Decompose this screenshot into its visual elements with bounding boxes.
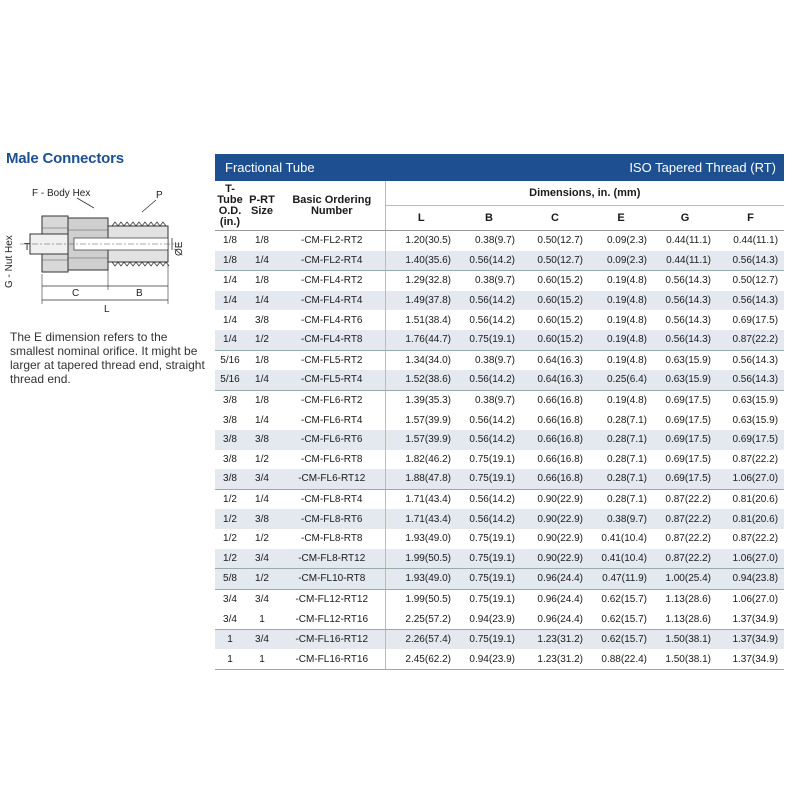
- table-cell: 0.90(22.9): [537, 533, 583, 545]
- p-leader: [142, 200, 156, 212]
- table-cell: 0.09(2.3): [606, 235, 647, 247]
- table-cell: 1/8: [215, 251, 245, 271]
- table-cell: 0.28(7.1): [606, 494, 647, 506]
- table-row: [215, 649, 784, 669]
- table-cell: 3/8: [223, 414, 237, 426]
- table-row: [215, 469, 784, 489]
- table-row: [215, 549, 784, 569]
- table-cell: 3/8: [215, 469, 245, 489]
- table-cell: 1.13(28.6): [665, 593, 711, 605]
- table-cell: 0.81(20.6): [732, 494, 779, 506]
- nut-hex-label: G - Nut Hex: [4, 235, 15, 288]
- table-cell: -CM-FL8-RT12: [279, 549, 385, 569]
- table-cell: 1: [245, 609, 279, 629]
- table-cell: 0.69(17.5): [653, 469, 717, 489]
- table-cell: 1/2: [255, 453, 269, 465]
- t-label: T: [24, 242, 31, 253]
- table-cell: 1/2: [245, 330, 279, 350]
- table-cell: 2.26(57.4): [385, 629, 457, 649]
- table-cell: 0.87(22.2): [653, 509, 717, 529]
- table-cell: 1/2: [223, 494, 237, 506]
- table-cell: 0.64(16.3): [521, 370, 589, 390]
- table-cell: 0.19(4.8): [606, 275, 647, 287]
- table-cell: 1/4: [215, 330, 245, 350]
- table-cell: 0.66(16.8): [521, 430, 589, 450]
- table-cell: 1.93(49.0): [385, 529, 457, 549]
- table-cell: 0.94(23.9): [457, 609, 521, 629]
- table-cell: 0.38(9.7): [474, 354, 515, 366]
- table-cell: 0.63(15.9): [732, 395, 779, 407]
- table-cell: 2.25(57.2): [385, 609, 457, 629]
- table-row: [215, 509, 784, 529]
- table-cell: 1: [245, 649, 279, 669]
- table-cell: 3/8: [245, 430, 279, 450]
- table-cell: 1.71(43.4): [385, 489, 457, 509]
- table-cell: 0.41(10.4): [601, 533, 647, 545]
- table-cell: -CM-FL5-RT2: [301, 354, 363, 366]
- table-cell: 0.63(15.9): [732, 414, 779, 426]
- table-cell: 0.81(20.6): [717, 509, 784, 529]
- l-label: L: [104, 304, 110, 315]
- table-cell: 0.56(14.3): [717, 291, 784, 311]
- table-row: [215, 370, 784, 390]
- table-cell: 0.87(22.2): [665, 533, 711, 545]
- table-cell: 0.56(14.2): [457, 430, 521, 450]
- e-label: ØE: [174, 241, 185, 256]
- table-row: [215, 450, 784, 470]
- table-cell: 0.56(14.3): [653, 291, 717, 311]
- table-cell: 3/4: [223, 593, 237, 605]
- dim-header-g: G: [653, 206, 717, 231]
- table-cell: 1/4: [223, 314, 237, 326]
- table-cell: 1/4: [255, 494, 269, 506]
- table-cell: 0.19(4.8): [606, 395, 647, 407]
- table-cell: 0.09(2.3): [589, 251, 653, 271]
- table-cell: -CM-FL6-RT12: [279, 469, 385, 489]
- table-cell: 1.88(47.8): [385, 469, 457, 489]
- table-row: [215, 231, 784, 251]
- table-cell: 1.13(28.6): [653, 609, 717, 629]
- table-cell: 1/4: [215, 291, 245, 311]
- table-cell: 0.75(19.1): [469, 593, 515, 605]
- table-row: [215, 330, 784, 350]
- b-label: B: [136, 288, 143, 299]
- table-row: [215, 569, 784, 590]
- table-cell: -CM-FL4-RT8: [279, 330, 385, 350]
- table-cell: 3/8: [223, 453, 237, 465]
- dim-header-l: L: [385, 206, 457, 231]
- table-row: [215, 629, 784, 649]
- table-cell: 1/4: [255, 414, 269, 426]
- table-cell: 0.69(17.5): [665, 453, 711, 465]
- connector-drawing: [2, 178, 200, 318]
- table-cell: 0.66(16.8): [537, 453, 583, 465]
- table-cell: 0.63(15.9): [665, 354, 711, 366]
- body-hex-label: F - Body Hex: [32, 188, 91, 199]
- table-cell: 1/4: [223, 275, 237, 287]
- table-cell: 0.75(19.1): [469, 533, 515, 545]
- table-cell: 0.38(9.7): [474, 395, 515, 407]
- table-cell: -CM-FL16-RT12: [279, 629, 385, 649]
- table-cell: 1/2: [245, 569, 279, 590]
- table-cell: 0.56(14.2): [469, 414, 515, 426]
- table-cell: 0.56(14.2): [457, 251, 521, 271]
- table-cell: 0.56(14.2): [457, 291, 521, 311]
- table-cell: 0.66(16.8): [537, 414, 583, 426]
- table-cell: -CM-FL6-RT6: [279, 430, 385, 450]
- table-cell: 1.06(27.0): [732, 593, 779, 605]
- table-cell: 0.44(11.1): [666, 235, 711, 247]
- table-row: [215, 529, 784, 549]
- table-cell: 0.56(14.3): [717, 370, 784, 390]
- table-cell: 1: [215, 629, 245, 649]
- table-cell: 0.69(17.5): [717, 430, 784, 450]
- table-cell: 0.64(16.3): [537, 354, 583, 366]
- table-cell: 3/4: [215, 609, 245, 629]
- table-cell: 0.90(22.9): [521, 549, 589, 569]
- table-cell: 1/8: [255, 395, 269, 407]
- dim-header-e: E: [589, 206, 653, 231]
- table-cell: 5/8: [215, 569, 245, 590]
- table-cell: 0.60(15.2): [537, 275, 583, 287]
- table-cell: 0.96(24.4): [521, 569, 589, 590]
- table-cell: 0.28(7.1): [589, 469, 653, 489]
- table-cell: 0.94(23.9): [457, 649, 521, 669]
- table-cell: 3/4: [245, 469, 279, 489]
- table-cell: 1.23(31.2): [521, 629, 589, 649]
- table-cell: 0.60(15.2): [521, 291, 589, 311]
- table-row: [215, 390, 784, 410]
- table-cell: -CM-FL4-RT2: [301, 275, 363, 287]
- table-cell: 0.28(7.1): [606, 453, 647, 465]
- table-cell: 1.50(38.1): [653, 649, 717, 669]
- table-row: [215, 310, 784, 330]
- table-cell: -CM-FL2-RT2: [301, 235, 363, 247]
- table-cell: 1.39(35.3): [385, 390, 457, 410]
- col-prt-header: P-RT Size: [245, 181, 279, 231]
- table-row: [215, 589, 784, 609]
- table-cell: 0.63(15.9): [653, 370, 717, 390]
- table-cell: 1/8: [255, 354, 269, 366]
- table-cell: 0.75(19.1): [457, 549, 521, 569]
- table-cell: 1.37(34.9): [717, 629, 784, 649]
- table-cell: -CM-FL8-RT6: [279, 509, 385, 529]
- table-cell: -CM-FL6-RT2: [301, 395, 363, 407]
- table-cell: 1.49(37.8): [385, 291, 457, 311]
- table-cell: 3/8: [255, 314, 269, 326]
- table-body: [215, 231, 784, 670]
- table-cell: 3/4: [245, 629, 279, 649]
- table-cell: -CM-FL4-RT4: [279, 291, 385, 311]
- dimensions-table: [215, 154, 784, 670]
- table-cell: 1.71(43.4): [385, 509, 457, 529]
- table-cell: 0.56(14.3): [665, 275, 711, 287]
- table-cell: 0.56(14.3): [665, 314, 711, 326]
- table-row: [215, 410, 784, 430]
- orifice-note: The E dimension refers to the smallest nominal orifice. It might be larger at tapered thread end, straight thread end.: [10, 330, 205, 386]
- table-cell: -CM-FL10-RT8: [279, 569, 385, 590]
- table-cell: 0.25(6.4): [589, 370, 653, 390]
- table-cell: 0.19(4.8): [589, 330, 653, 350]
- table-cell: 0.90(22.9): [537, 494, 583, 506]
- table-cell: 3/8: [223, 395, 237, 407]
- table-cell: 1.06(27.0): [717, 469, 784, 489]
- table-cell: -CM-FL16-RT16: [279, 649, 385, 669]
- col-tube-header: T-Tube O.D. (in.): [215, 181, 245, 231]
- table-cell: 1.99(50.5): [385, 589, 457, 609]
- table-cell: 0.47(11.9): [589, 569, 653, 590]
- banner-right: ISO Tapered Thread (RT): [629, 160, 776, 175]
- dim-header-c: C: [521, 206, 589, 231]
- table-cell: 0.44(11.1): [733, 235, 779, 247]
- p-label: P: [156, 190, 163, 201]
- table-cell: 1.52(38.6): [385, 370, 457, 390]
- table-cell: 1/2: [215, 549, 245, 569]
- table-cell: 1.76(44.7): [385, 330, 457, 350]
- table-cell: 1: [215, 649, 245, 669]
- table-cell: -CM-FL5-RT4: [279, 370, 385, 390]
- table-cell: 1.99(50.5): [385, 549, 457, 569]
- table-cell: 1/4: [245, 291, 279, 311]
- table-cell: 1.34(34.0): [385, 350, 457, 370]
- table-cell: 0.56(14.2): [457, 509, 521, 529]
- table-cell: 1.50(38.1): [653, 629, 717, 649]
- table-cell: 1/2: [255, 533, 269, 545]
- table-cell: 0.38(9.7): [474, 235, 515, 247]
- table-cell: 0.87(22.2): [717, 330, 784, 350]
- col-order-header: Basic Ordering Number: [279, 181, 385, 231]
- table-cell: 0.75(19.1): [457, 629, 521, 649]
- table-cell: 1.40(35.6): [385, 251, 457, 271]
- table-cell: 0.19(4.8): [606, 354, 647, 366]
- table-cell: 0.62(15.7): [589, 609, 653, 629]
- table-cell: 0.69(17.5): [665, 395, 711, 407]
- table-cell: 1/8: [255, 235, 269, 247]
- table-cell: 0.66(16.8): [537, 395, 583, 407]
- table-cell: 0.87(22.2): [665, 494, 711, 506]
- table-cell: 1.29(32.8): [385, 271, 457, 291]
- table-cell: 1/8: [223, 235, 237, 247]
- table-cell: 0.60(15.2): [537, 314, 583, 326]
- table-cell: 0.90(22.9): [521, 509, 589, 529]
- table-row: [215, 291, 784, 311]
- dim-header-b: B: [457, 206, 521, 231]
- table-cell: 1/4: [245, 370, 279, 390]
- table-cell: -CM-FL8-RT8: [301, 533, 363, 545]
- table-cell: 0.38(9.7): [589, 509, 653, 529]
- table-cell: -CM-FL2-RT4: [279, 251, 385, 271]
- table-cell: 0.75(19.1): [469, 453, 515, 465]
- table-cell: 0.87(22.2): [732, 453, 779, 465]
- table-cell: 0.75(19.1): [457, 330, 521, 350]
- table-cell: 0.69(17.5): [732, 314, 779, 326]
- table-cell: 0.56(14.3): [717, 251, 784, 271]
- table-cell: 0.19(4.8): [606, 314, 647, 326]
- table-cell: 0.28(7.1): [589, 430, 653, 450]
- table-cell: 1.37(34.9): [717, 649, 784, 669]
- table-cell: 0.44(11.1): [653, 251, 717, 271]
- table-cell: 0.75(19.1): [457, 569, 521, 590]
- table-cell: 1/2: [223, 533, 237, 545]
- table-cell: 3/4: [245, 549, 279, 569]
- body-hex-leader: [77, 198, 94, 208]
- table-cell: 0.94(23.8): [717, 569, 784, 590]
- table-cell: -CM-FL6-RT4: [301, 414, 363, 426]
- table-cell: 1/8: [255, 275, 269, 287]
- table-cell: 2.45(62.2): [385, 649, 457, 669]
- table-cell: 0.50(12.7): [537, 235, 583, 247]
- table-row: [215, 251, 784, 271]
- table-cell: 0.60(15.2): [521, 330, 589, 350]
- table-cell: 0.50(12.7): [521, 251, 589, 271]
- table-cell: 1.82(46.2): [385, 450, 457, 470]
- banner-left: Fractional Tube: [225, 160, 315, 175]
- table-cell: 0.56(14.3): [732, 354, 779, 366]
- table-cell: 5/16: [220, 354, 240, 366]
- table-cell: 3/8: [245, 509, 279, 529]
- table-cell: 0.56(14.3): [653, 330, 717, 350]
- dim-header-f: F: [717, 206, 784, 231]
- table-cell: -CM-FL6-RT8: [301, 453, 363, 465]
- table-cell: 1.06(27.0): [717, 549, 784, 569]
- table-cell: 1/4: [245, 251, 279, 271]
- table-cell: 0.41(10.4): [589, 549, 653, 569]
- table-cell: 0.87(22.2): [653, 549, 717, 569]
- table-banner: [215, 154, 784, 181]
- table-cell: 0.66(16.8): [521, 469, 589, 489]
- table-row: [215, 271, 784, 291]
- table-cell: 1.23(31.2): [521, 649, 589, 669]
- table-cell: 1.37(34.9): [717, 609, 784, 629]
- table-cell: 0.28(7.1): [606, 414, 647, 426]
- table-cell: 0.69(17.5): [665, 414, 711, 426]
- table-cell: 0.56(14.2): [469, 314, 515, 326]
- table-cell: 0.87(22.2): [732, 533, 779, 545]
- table-cell: 1.20(30.5): [385, 231, 457, 251]
- table-cell: 0.50(12.7): [732, 275, 779, 287]
- table-cell: -CM-FL12-RT12: [295, 593, 369, 605]
- table-row: [215, 430, 784, 450]
- table-cell: 1.57(39.9): [385, 430, 457, 450]
- dimensions-group-header: Dimensions, in. (mm): [385, 181, 784, 206]
- table-cell: 3/4: [255, 593, 269, 605]
- table-cell: -CM-FL4-RT6: [301, 314, 363, 326]
- table-cell: 0.38(9.7): [474, 275, 515, 287]
- table-row: [215, 609, 784, 629]
- table-cell: 0.96(24.4): [537, 593, 583, 605]
- table-cell: 0.62(15.7): [589, 629, 653, 649]
- table-cell: -CM-FL12-RT16: [279, 609, 385, 629]
- page-title: Male Connectors: [6, 150, 124, 167]
- table-cell: 5/16: [215, 370, 245, 390]
- table-cell: 0.62(15.7): [601, 593, 647, 605]
- table-cell: 0.88(22.4): [589, 649, 653, 669]
- c-label: C: [72, 288, 80, 299]
- table-cell: 1.00(25.4): [653, 569, 717, 590]
- table-cell: 1.57(39.9): [385, 410, 457, 430]
- table-row: [215, 350, 784, 370]
- table-cell: 3/8: [215, 430, 245, 450]
- table-cell: 0.19(4.8): [589, 291, 653, 311]
- table-cell: 0.69(17.5): [653, 430, 717, 450]
- table-cell: -CM-FL8-RT4: [301, 494, 363, 506]
- table-cell: 1/2: [215, 509, 245, 529]
- table-cell: 1.93(49.0): [385, 569, 457, 590]
- table-cell: 0.56(14.2): [457, 370, 521, 390]
- table-row: [215, 489, 784, 509]
- table-cell: 0.96(24.4): [521, 609, 589, 629]
- table-cell: 0.56(14.2): [469, 494, 515, 506]
- table-cell: 0.75(19.1): [457, 469, 521, 489]
- table-cell: 1.51(38.4): [385, 310, 457, 330]
